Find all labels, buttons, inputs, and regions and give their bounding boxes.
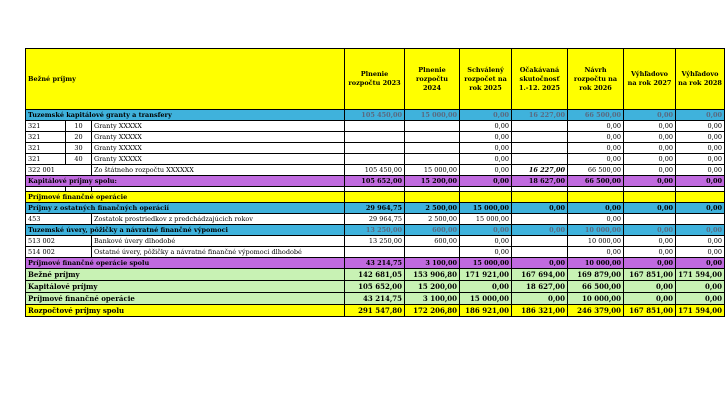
value-cell: 15 000,00 [460,258,512,269]
empty-cell [405,192,460,203]
value-cell: 16 227,00 [512,165,568,176]
value-cell: 0,00 [568,247,624,258]
value-cell [345,154,405,165]
value-cell: 0,00 [460,132,512,143]
value-cell: 0,00 [512,293,568,305]
value-cell: 105 450,00 [345,110,405,121]
name-cell: Granty XXXXX [92,121,345,132]
column-header: Návrh rozpočtu na rok 2026 [568,49,624,110]
value-cell: 600,00 [405,236,460,247]
value-cell: 0,00 [676,110,725,121]
value-cell: 0,00 [460,281,512,293]
value-cell [676,214,725,225]
table-row [26,236,725,247]
value-cell: 142 681,05 [345,269,405,281]
value-cell: 29 964,75 [345,214,405,225]
value-cell [512,214,568,225]
name-cell: Zostatok prostriedkov z predchádzajúcich rokov [92,214,345,225]
value-cell: 0,00 [460,247,512,258]
code-cell: 513 002 [26,236,92,247]
value-cell: 0,00 [568,132,624,143]
value-cell: 15 200,00 [405,176,460,187]
value-cell: 0,00 [676,154,725,165]
value-cell [405,247,460,258]
subcode-cell: 20 [66,132,92,143]
table-row [26,154,725,165]
summary-row [26,269,725,281]
value-cell: 0,00 [676,247,725,258]
value-cell: 2 500,00 [405,203,460,214]
value-cell: 0,00 [624,225,676,236]
value-cell [405,121,460,132]
value-cell: 0,00 [676,176,725,187]
value-cell: 15 200,00 [405,281,460,293]
value-cell: 0,00 [512,258,568,269]
value-cell: 0,00 [624,110,676,121]
value-cell: 10 000,00 [568,236,624,247]
grand-total-label: Rozpočtové príjmy spolu [26,305,345,317]
value-cell: 153 906,80 [405,269,460,281]
value-cell: 43 214,75 [345,293,405,305]
value-cell: 600,00 [405,225,460,236]
value-cell: 171 594,00 [676,269,725,281]
value-cell: 0,00 [676,132,725,143]
value-cell: 0,00 [676,236,725,247]
value-cell [512,154,568,165]
value-cell: 105 652,00 [345,176,405,187]
value-cell: 0,00 [568,203,624,214]
value-cell: 0,00 [460,110,512,121]
value-cell: 0,00 [568,121,624,132]
value-cell: 0,00 [568,143,624,154]
value-cell: 15 000,00 [405,110,460,121]
value-cell: 18 627,00 [512,176,568,187]
value-cell: 0,00 [676,225,725,236]
value-cell: 2 500,00 [405,214,460,225]
value-cell: 0,00 [512,225,568,236]
value-cell [512,121,568,132]
value-cell: 0,00 [676,121,725,132]
value-cell: 105 652,00 [345,281,405,293]
value-cell: 0,00 [676,258,725,269]
name-cell: Zo štátneho rozpočtu XXXXXX [92,165,345,176]
value-cell: 0,00 [460,143,512,154]
value-cell [345,143,405,154]
value-cell: 0,00 [624,203,676,214]
code-cell: 321 [26,154,66,165]
subsection-title: Príjmy z ostatných finančných operácií [26,203,345,214]
header-row [26,49,725,110]
budget-income-table [25,48,725,317]
table-row [26,165,725,176]
value-cell: 15 000,00 [405,165,460,176]
total-row [26,176,725,187]
value-cell: 0,00 [624,154,676,165]
value-cell: 66 500,00 [568,281,624,293]
section-title-row [26,110,725,121]
value-cell: 0,00 [676,281,725,293]
value-cell: 0,00 [460,225,512,236]
code-cell: 322 001 [26,165,92,176]
table-row [26,143,725,154]
value-cell: 0,00 [676,293,725,305]
summary-label: Kapitálové príjmy [26,281,345,293]
value-cell: 0,00 [676,143,725,154]
value-cell [405,154,460,165]
value-cell [512,132,568,143]
value-cell: 0,00 [460,121,512,132]
value-cell: 0,00 [460,236,512,247]
value-cell: 0,00 [624,281,676,293]
empty-cell [460,192,512,203]
value-cell [345,132,405,143]
value-cell: 0,00 [624,258,676,269]
value-cell: 66 500,00 [568,176,624,187]
value-cell: 167 851,00 [624,269,676,281]
code-cell: 321 [26,121,66,132]
value-cell: 0,00 [568,214,624,225]
value-cell: 18 627,00 [512,281,568,293]
value-cell: 0,00 [512,203,568,214]
value-cell: 169 879,00 [568,269,624,281]
column-header: Schválený rozpočet na rok 2025 [460,49,512,110]
value-cell: 10 000,00 [568,225,624,236]
value-cell: 66 500,00 [568,110,624,121]
table-row [26,121,725,132]
value-cell: 186 921,00 [460,305,512,317]
total-label: Príjmové finančné operácie spolu [26,258,345,269]
value-cell: 105 450,00 [345,165,405,176]
grand-total-row [26,305,725,317]
value-cell: 15 000,00 [460,203,512,214]
value-cell: 0,00 [568,154,624,165]
value-cell: 0,00 [624,165,676,176]
value-cell: 66 500,00 [568,165,624,176]
value-cell [512,236,568,247]
value-cell: 15 000,00 [460,293,512,305]
column-header: Výhľadovo na rok 2028 [676,49,725,110]
total-row [26,258,725,269]
column-header: Výhľadovo na rok 2027 [624,49,676,110]
code-cell: 514 002 [26,247,92,258]
column-header: Plnenie rozpočtu 2023 [345,49,405,110]
total-label: Kapitálové príjmy spolu: [26,176,345,187]
value-cell: 0,00 [460,154,512,165]
value-cell: 0,00 [460,176,512,187]
table-row [26,132,725,143]
table-row [26,247,725,258]
name-cell: Bankové úvery dlhodobé [92,236,345,247]
value-cell: 0,00 [624,293,676,305]
value-cell: 10 000,00 [568,293,624,305]
summary-row [26,281,725,293]
value-cell: 172 206,80 [405,305,460,317]
name-cell: Granty XXXXX [92,154,345,165]
subcode-cell: 30 [66,143,92,154]
subcode-cell: 10 [66,121,92,132]
empty-cell [512,192,568,203]
empty-cell [345,192,405,203]
value-cell: 0,00 [676,165,725,176]
value-cell: 13 250,00 [345,236,405,247]
value-cell [345,247,405,258]
value-cell: 15 000,00 [460,214,512,225]
section-title-row [26,192,725,203]
code-cell: 453 [26,214,92,225]
value-cell: 29 964,75 [345,203,405,214]
value-cell: 16 227,00 [512,110,568,121]
subsection-title-row [26,225,725,236]
value-cell: 3 100,00 [405,293,460,305]
section-title: Príjmové finančné operácie [26,192,345,203]
value-cell: 291 547,80 [345,305,405,317]
value-cell: 0,00 [624,247,676,258]
empty-cell [624,192,676,203]
value-cell: 186 321,00 [512,305,568,317]
table-row [26,214,725,225]
value-cell: 167 851,00 [624,305,676,317]
value-cell: 13 250,00 [345,225,405,236]
value-cell: 10 000,00 [568,258,624,269]
summary-label: Príjmové finančné operácie [26,293,345,305]
header-label: Bežné príjmy [26,49,345,110]
name-cell: Ostatné úvery, pôžičky a návratné finančné výpomoci dlhodobé [92,247,345,258]
value-cell [405,143,460,154]
section-title: Tuzemské kapitálové granty a transfery [26,110,345,121]
code-cell: 321 [26,132,66,143]
value-cell: 0,00 [460,165,512,176]
value-cell [345,121,405,132]
value-cell [512,247,568,258]
code-cell: 321 [26,143,66,154]
value-cell [512,143,568,154]
summary-row [26,293,725,305]
value-cell [624,214,676,225]
name-cell: Granty XXXXX [92,143,345,154]
value-cell: 171 921,00 [460,269,512,281]
value-cell: 246 379,00 [568,305,624,317]
value-cell: 0,00 [624,176,676,187]
subsection-title: Tuzemské úvery, pôžičky a návratné finančné výpomoci [26,225,345,236]
value-cell: 0,00 [624,236,676,247]
value-cell: 0,00 [624,121,676,132]
empty-cell [568,192,624,203]
value-cell: 43 214,75 [345,258,405,269]
value-cell: 171 594,00 [676,305,725,317]
value-cell: 3 100,00 [405,258,460,269]
value-cell [405,132,460,143]
value-cell: 0,00 [624,132,676,143]
value-cell: 0,00 [676,203,725,214]
column-header: Očakávaná skutočnosť 1.-12. 2025 [512,49,568,110]
column-header: Plnenie rozpočtu 2024 [405,49,460,110]
subcode-cell: 40 [66,154,92,165]
subsection-title-row [26,203,725,214]
empty-cell [676,192,725,203]
summary-label: Bežné príjmy [26,269,345,281]
value-cell: 0,00 [624,143,676,154]
value-cell: 167 694,00 [512,269,568,281]
name-cell: Granty XXXXX [92,132,345,143]
